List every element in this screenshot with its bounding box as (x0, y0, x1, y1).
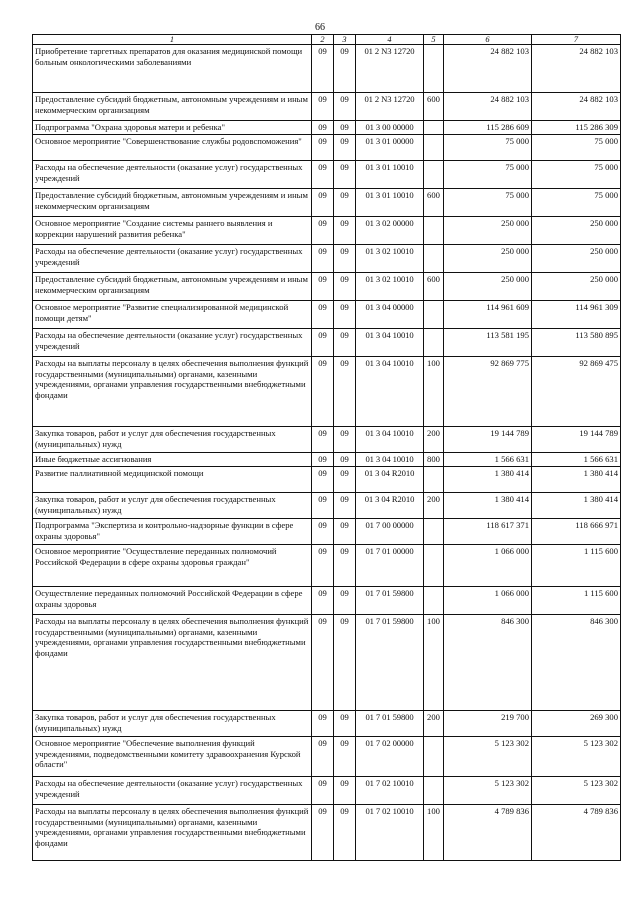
row-label: Приобретение таргетных препаратов для оказания медицинской помощи больным онкологическими заболеваниями (33, 45, 312, 93)
target-article-code: 01 7 01 59800 (356, 711, 424, 737)
row-label: Расходы на обеспечение деятельности (оказание услуг) государственных учреждений (33, 329, 312, 357)
section-code: 09 (312, 245, 334, 273)
target-article-code: 01 7 01 59800 (356, 587, 424, 615)
table-row (33, 615, 621, 711)
expense-type-code: 100 (424, 805, 444, 861)
target-article-code: 01 3 01 00000 (356, 135, 424, 161)
section-code: 09 (312, 161, 334, 189)
amount-year-2: 250 000 (532, 217, 621, 245)
target-article-code: 01 3 04 R2010 (356, 467, 424, 493)
expense-type-code (424, 777, 444, 805)
table-row (33, 545, 621, 587)
amount-year-1: 1 380 414 (444, 467, 532, 493)
subsection-code: 09 (334, 189, 356, 217)
target-article-code: 01 7 02 00000 (356, 737, 424, 777)
target-article-code: 01 3 01 10010 (356, 161, 424, 189)
amount-year-1: 75 000 (444, 189, 532, 217)
table-row (33, 805, 621, 861)
expense-type-code (424, 329, 444, 357)
amount-year-1: 5 123 302 (444, 737, 532, 777)
row-label: Основное мероприятие "Создание системы раннего выявления и коррекции нарушений развития ребенка" (33, 217, 312, 245)
target-article-code: 01 3 02 10010 (356, 245, 424, 273)
expense-type-code (424, 737, 444, 777)
expense-type-code (424, 245, 444, 273)
row-label: Расходы на выплаты персоналу в целях обеспечения выполнения функций государственными (муниципальными) органами, казенными учреждениями, органами управления государственными внебюджетными фондами (33, 805, 312, 861)
target-article-code: 01 3 04 10010 (356, 357, 424, 427)
table-row (33, 301, 621, 329)
budget-table (32, 34, 621, 861)
row-label: Предоставление субсидий бюджетным, автономным учреждениям и иным некоммерческим организациям (33, 93, 312, 121)
section-code: 09 (312, 467, 334, 493)
amount-year-2: 269 300 (532, 711, 621, 737)
expense-type-code: 600 (424, 189, 444, 217)
subsection-code: 09 (334, 545, 356, 587)
section-code: 09 (312, 329, 334, 357)
section-code: 09 (312, 805, 334, 861)
subsection-code: 09 (334, 45, 356, 93)
target-article-code: 01 7 01 00000 (356, 545, 424, 587)
subsection-code: 09 (334, 357, 356, 427)
amount-year-2: 19 144 789 (532, 427, 621, 453)
amount-year-2: 250 000 (532, 273, 621, 301)
amount-year-1: 846 300 (444, 615, 532, 711)
subsection-code: 09 (334, 427, 356, 453)
amount-year-1: 250 000 (444, 217, 532, 245)
amount-year-2: 1 380 414 (532, 467, 621, 493)
amount-year-2: 24 882 103 (532, 45, 621, 93)
section-code: 09 (312, 519, 334, 545)
subsection-code: 09 (334, 805, 356, 861)
amount-year-2: 1 115 600 (532, 587, 621, 615)
table-row (33, 245, 621, 273)
amount-year-1: 24 882 103 (444, 93, 532, 121)
column-header: 2 (312, 35, 334, 45)
expense-type-code (424, 217, 444, 245)
subsection-code: 09 (334, 587, 356, 615)
target-article-code: 01 3 02 00000 (356, 217, 424, 245)
subsection-code: 09 (334, 329, 356, 357)
subsection-code: 09 (334, 301, 356, 329)
expense-type-code: 200 (424, 427, 444, 453)
target-article-code: 01 3 04 00000 (356, 301, 424, 329)
expense-type-code: 100 (424, 357, 444, 427)
table-row (33, 273, 621, 301)
subsection-code: 09 (334, 273, 356, 301)
expense-type-code: 200 (424, 493, 444, 519)
row-label: Предоставление субсидий бюджетным, автономным учреждениям и иным некоммерческим организациям (33, 273, 312, 301)
amount-year-2: 846 300 (532, 615, 621, 711)
amount-year-2: 5 123 302 (532, 777, 621, 805)
section-code: 09 (312, 587, 334, 615)
section-code: 09 (312, 273, 334, 301)
amount-year-2: 75 000 (532, 189, 621, 217)
table-row (33, 217, 621, 245)
amount-year-1: 19 144 789 (444, 427, 532, 453)
column-header: 1 (33, 35, 312, 45)
table-row (33, 121, 621, 135)
table-row (33, 189, 621, 217)
row-label: Расходы на обеспечение деятельности (оказание услуг) государственных учреждений (33, 161, 312, 189)
subsection-code: 09 (334, 467, 356, 493)
subsection-code: 09 (334, 737, 356, 777)
row-label: Расходы на выплаты персоналу в целях обеспечения выполнения функций государственными (муниципальными) органами, казенными учреждениями, органами управления государственными внебюджетными фондами (33, 357, 312, 427)
table-row (33, 427, 621, 453)
target-article-code: 01 3 04 10010 (356, 427, 424, 453)
target-article-code: 01 3 04 10010 (356, 329, 424, 357)
table-row (33, 777, 621, 805)
section-code: 09 (312, 545, 334, 587)
section-code: 09 (312, 777, 334, 805)
target-article-code: 01 2 N3 12720 (356, 45, 424, 93)
subsection-code: 09 (334, 519, 356, 545)
subsection-code: 09 (334, 453, 356, 467)
target-article-code: 01 7 00 00000 (356, 519, 424, 545)
subsection-code: 09 (334, 121, 356, 135)
expense-type-code (424, 45, 444, 93)
section-code: 09 (312, 493, 334, 519)
expense-type-code (424, 587, 444, 615)
target-article-code: 01 2 N3 12720 (356, 93, 424, 121)
row-label: Развитие паллиативной медицинской помощи (33, 467, 312, 493)
row-label: Основное мероприятие "Обеспечение выполнения функций учреждениями, подведомственными комитету здравоохранения Курской области" (33, 737, 312, 777)
table-row (33, 711, 621, 737)
amount-year-1: 113 581 195 (444, 329, 532, 357)
row-label: Основное мероприятие "Развитие специализированной медицинской помощи детям" (33, 301, 312, 329)
target-article-code: 01 3 01 10010 (356, 189, 424, 217)
subsection-code: 09 (334, 93, 356, 121)
expense-type-code (424, 519, 444, 545)
table-row (33, 329, 621, 357)
amount-year-2: 250 000 (532, 245, 621, 273)
amount-year-2: 113 580 895 (532, 329, 621, 357)
subsection-code: 09 (334, 217, 356, 245)
amount-year-1: 1 066 000 (444, 587, 532, 615)
section-code: 09 (312, 453, 334, 467)
amount-year-2: 4 789 836 (532, 805, 621, 861)
row-label: Основное мероприятие "Осуществление переданных полномочий Российской Федерации в сфере охраны здоровья граждан" (33, 545, 312, 587)
row-label: Подпрограмма "Экспертиза и контрольно-надзорные функции в сфере охраны здоровья" (33, 519, 312, 545)
amount-year-1: 1 566 631 (444, 453, 532, 467)
expense-type-code: 100 (424, 615, 444, 711)
page-number: 66 (315, 22, 325, 33)
table-row (33, 493, 621, 519)
amount-year-1: 1 066 000 (444, 545, 532, 587)
expense-type-code (424, 301, 444, 329)
column-header: 7 (532, 35, 621, 45)
table-row (33, 161, 621, 189)
section-code: 09 (312, 711, 334, 737)
target-article-code: 01 7 02 10010 (356, 805, 424, 861)
row-label: Осуществление переданных полномочий Российской Федерации в сфере охраны здоровья (33, 587, 312, 615)
subsection-code: 09 (334, 245, 356, 273)
section-code: 09 (312, 45, 334, 93)
subsection-code: 09 (334, 615, 356, 711)
column-number-row (33, 35, 621, 45)
column-header: 6 (444, 35, 532, 45)
expense-type-code: 800 (424, 453, 444, 467)
section-code: 09 (312, 737, 334, 777)
amount-year-1: 24 882 103 (444, 45, 532, 93)
amount-year-1: 75 000 (444, 161, 532, 189)
section-code: 09 (312, 301, 334, 329)
amount-year-1: 4 789 836 (444, 805, 532, 861)
amount-year-2: 1 380 414 (532, 493, 621, 519)
row-label: Расходы на выплаты персоналу в целях обеспечения выполнения функций государственными (муниципальными) органами, казенными учреждениями, органами управления государственными внебюджетными фондами (33, 615, 312, 711)
amount-year-1: 250 000 (444, 245, 532, 273)
expense-type-code (424, 161, 444, 189)
section-code: 09 (312, 357, 334, 427)
section-code: 09 (312, 121, 334, 135)
subsection-code: 09 (334, 493, 356, 519)
amount-year-2: 75 000 (532, 161, 621, 189)
expense-type-code (424, 467, 444, 493)
row-label: Расходы на обеспечение деятельности (оказание услуг) государственных учреждений (33, 777, 312, 805)
row-label: Основное мероприятие "Совершенствование службы родовспоможения" (33, 135, 312, 161)
row-label: Закупка товаров, работ и услуг для обеспечения государственных (муниципальных) нужд (33, 711, 312, 737)
amount-year-2: 115 286 309 (532, 121, 621, 135)
column-header: 3 (334, 35, 356, 45)
amount-year-2: 92 869 475 (532, 357, 621, 427)
amount-year-1: 219 700 (444, 711, 532, 737)
subsection-code: 09 (334, 777, 356, 805)
target-article-code: 01 3 04 10010 (356, 453, 424, 467)
expense-type-code (424, 545, 444, 587)
amount-year-2: 114 961 309 (532, 301, 621, 329)
table-row (33, 453, 621, 467)
subsection-code: 09 (334, 161, 356, 189)
expense-type-code: 200 (424, 711, 444, 737)
column-header: 5 (424, 35, 444, 45)
table-row (33, 519, 621, 545)
target-article-code: 01 3 02 10010 (356, 273, 424, 301)
amount-year-2: 24 882 103 (532, 93, 621, 121)
expense-type-code (424, 135, 444, 161)
subsection-code: 09 (334, 135, 356, 161)
row-label: Иные бюджетные ассигнования (33, 453, 312, 467)
row-label: Расходы на обеспечение деятельности (оказание услуг) государственных учреждений (33, 245, 312, 273)
table-row (33, 467, 621, 493)
row-label: Предоставление субсидий бюджетным, автономным учреждениям и иным некоммерческим организациям (33, 189, 312, 217)
table-row (33, 587, 621, 615)
table-row (33, 45, 621, 93)
column-header: 4 (356, 35, 424, 45)
amount-year-2: 1 566 631 (532, 453, 621, 467)
target-article-code: 01 3 00 00000 (356, 121, 424, 135)
amount-year-2: 118 666 971 (532, 519, 621, 545)
amount-year-2: 75 000 (532, 135, 621, 161)
amount-year-1: 118 617 371 (444, 519, 532, 545)
amount-year-1: 5 123 302 (444, 777, 532, 805)
expense-type-code: 600 (424, 93, 444, 121)
amount-year-1: 75 000 (444, 135, 532, 161)
target-article-code: 01 7 01 59800 (356, 615, 424, 711)
amount-year-1: 115 286 609 (444, 121, 532, 135)
section-code: 09 (312, 217, 334, 245)
section-code: 09 (312, 135, 334, 161)
table-row (33, 135, 621, 161)
expense-type-code: 600 (424, 273, 444, 301)
row-label: Закупка товаров, работ и услуг для обеспечения государственных (муниципальных) нужд (33, 493, 312, 519)
expense-type-code (424, 121, 444, 135)
target-article-code: 01 7 02 10010 (356, 777, 424, 805)
amount-year-1: 92 869 775 (444, 357, 532, 427)
section-code: 09 (312, 93, 334, 121)
amount-year-1: 114 961 609 (444, 301, 532, 329)
amount-year-1: 250 000 (444, 273, 532, 301)
amount-year-2: 1 115 600 (532, 545, 621, 587)
table-row (33, 357, 621, 427)
amount-year-2: 5 123 302 (532, 737, 621, 777)
table-row (33, 93, 621, 121)
row-label: Закупка товаров, работ и услуг для обеспечения государственных (муниципальных) нужд (33, 427, 312, 453)
section-code: 09 (312, 615, 334, 711)
row-label: Подпрограмма "Охрана здоровья матери и ребенка" (33, 121, 312, 135)
section-code: 09 (312, 427, 334, 453)
target-article-code: 01 3 04 R2010 (356, 493, 424, 519)
table-row (33, 737, 621, 777)
amount-year-1: 1 380 414 (444, 493, 532, 519)
section-code: 09 (312, 189, 334, 217)
subsection-code: 09 (334, 711, 356, 737)
